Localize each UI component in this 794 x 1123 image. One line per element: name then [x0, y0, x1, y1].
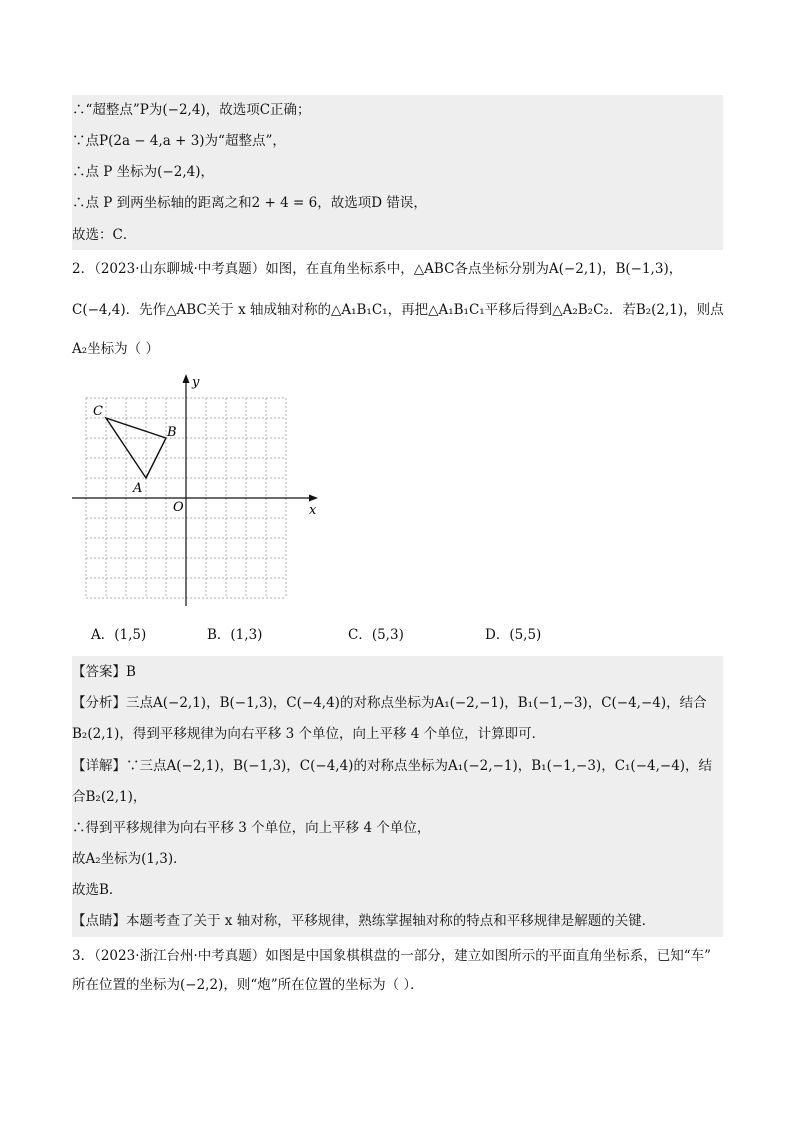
prev-answer-line-4: ∴点 P 到两坐标轴的距离之和2 + 4 = 6，故选项D 错误，: [72, 195, 427, 211]
prev-answer-line-1: ∴“超整点”P为(−2,4)，故选项C正确；: [72, 102, 311, 118]
answer-2-detail-2: 合B₂(2,1)，: [72, 789, 147, 805]
answer-2-detail-3: ∴得到平移规律为向右平移 3 个单位，向上平移 4 个单位，: [72, 820, 431, 836]
coordinate-figure: [60, 365, 330, 615]
answer-2-detail-5: 故选B．: [72, 882, 123, 898]
question-2-line-1: 2．（2023·山东聊城·中考真题）如图，在直角坐标系中，△ABC各点坐标分别为A(−2,1)，B(−1,3)，: [72, 261, 683, 277]
prev-answer-line-3: ∴点 P 坐标为(−2,4)，: [72, 164, 214, 180]
prev-answer-line-2: ∵点P(2a − 4,a + 3)为“超整点”，: [72, 133, 286, 149]
option-b[interactable]: B．(1,3): [207, 627, 263, 643]
axes: [72, 374, 318, 606]
origin-label: O: [173, 500, 184, 515]
vertex-label-a: A: [133, 481, 143, 496]
option-a[interactable]: A．(1,5): [91, 627, 147, 643]
question-3-line-2: 所在位置的坐标为(−2,2)，则“炮”所在位置的坐标为（ ）．: [72, 977, 424, 993]
answer-2-analysis-1: 【分析】三点A(−2,1)，B(−1,3)，C(−4,4)的对称点坐标为A₁(−2,−1)，B₁(−1,−3)，C(−4,−4)，结合: [72, 695, 707, 711]
answer-2-detail-1: 【详解】∵三点A(−2,1)，B(−1,3)，C(−4,4)的对称点坐标为A₁(−2,−1)，B₁(−1,−3)，C₁(−4,−4)，结: [72, 758, 713, 774]
answer-2-answer: 【答案】B: [72, 664, 136, 680]
prev-answer-line-5: 故选：C．: [72, 227, 137, 243]
option-d[interactable]: D．(5,5): [485, 627, 542, 643]
axis-label-y: y: [192, 375, 200, 390]
vertex-label-c: C: [93, 404, 103, 419]
question-2-line-3: A₂坐标为（ ）: [72, 341, 159, 357]
triangle-abc: [106, 418, 166, 478]
vertex-label-b: B: [167, 425, 177, 440]
question-2-line-2: C(−4,4)．先作△ABC关于 x 轴成轴对称的△A₁B₁C₁，再把△A₁B₁C₁平移后得到△A₂B₂C₂．若B₂(2,1)，则点: [72, 302, 724, 318]
axis-label-x: x: [309, 503, 317, 518]
option-c[interactable]: C．(5,3): [348, 627, 404, 643]
question-3-line-1: 3．（2023·浙江台州·中考真题）如图是中国象棋棋盘的一部分，建立如图所示的平面直角坐标系，已知“车”: [72, 948, 712, 964]
answer-2-detail-4: 故A₂坐标为(1,3)．: [72, 851, 187, 867]
answer-2-comment: 【点睛】本题考查了关于 x 轴对称，平移规律，熟练掌握轴对称的特点和平移规律是解题的关键．: [72, 913, 656, 929]
answer-2-analysis-2: B₂(2,1)，得到平移规律为向右平移 3 个单位，向上平移 4 个单位，计算即可．: [72, 726, 546, 742]
